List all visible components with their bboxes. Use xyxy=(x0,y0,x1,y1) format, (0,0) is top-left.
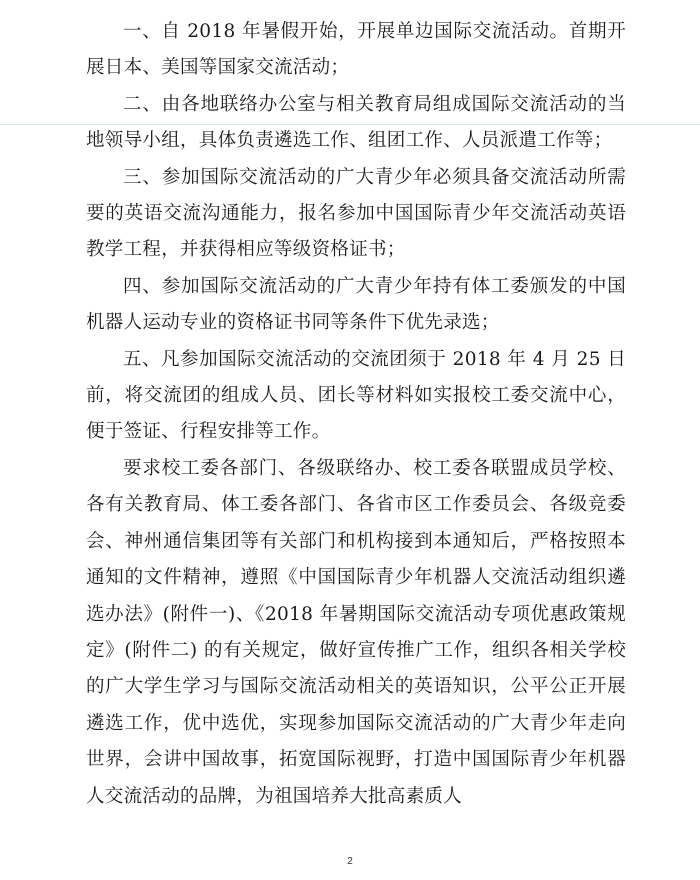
paragraph-requirements: 要求校工委各部门、各级联络办、校工委各联盟成员学校、各有关教育局、体工委各部门、各省市区工作委员会、各级竞委会、神州通信集团等有关部门和机构接到本通知后，严格按照本通知的文件精神，遵照《中国国际青少年机器人交流活动组织遴选办法》(附件一)、《2018 年暑期国际交流活动专项优惠政策规定》(附件二) 的有关规定，做好宣传推广工作，组织各相关学校的广大学生学习与国际交流活动相关的英语知识，公平公正开展遴选工作，优中选优，实现参加国际交流活动的广大青少年走向世界，会讲中国故事，拓宽国际视野，打造中国国际青少年机器人交流活动的品牌，为祖国培养大批高素质人 xyxy=(86,457,626,807)
paragraph-item-5: 五、凡参加国际交流活动的交流团须于 2018 年 4 月 25 日前，将交流团的组成人员、团长等材料如实报校工委交流中心，便于签证、行程安排等工作。 xyxy=(86,348,626,443)
paragraph-item-3: 三、参加国际交流活动的广大青少年必须具备交流活动所需要的英语交流沟通能力，报名参加中国国际青少年交流活动英语教学工程，并获得相应等级资格证书； xyxy=(86,166,626,261)
document-body xyxy=(86,14,626,815)
paragraph-item-1: 一、自 2018 年暑假开始，开展单边国际交流活动。首期开展日本、美国等国家交流活动； xyxy=(86,21,626,79)
paragraph-item-4: 四、参加国际交流活动的广大青少年持有体工委颁发的中国机器人运动专业的资格证书同等条件下优先录选； xyxy=(86,275,626,334)
page-number: 2 xyxy=(347,856,353,867)
paragraph-item-2: 二、由各地联络办公室与相关教育局组成国际交流活动的当地领导小组，具体负责遴选工作、组团工作、人员派遣工作等； xyxy=(86,93,626,152)
